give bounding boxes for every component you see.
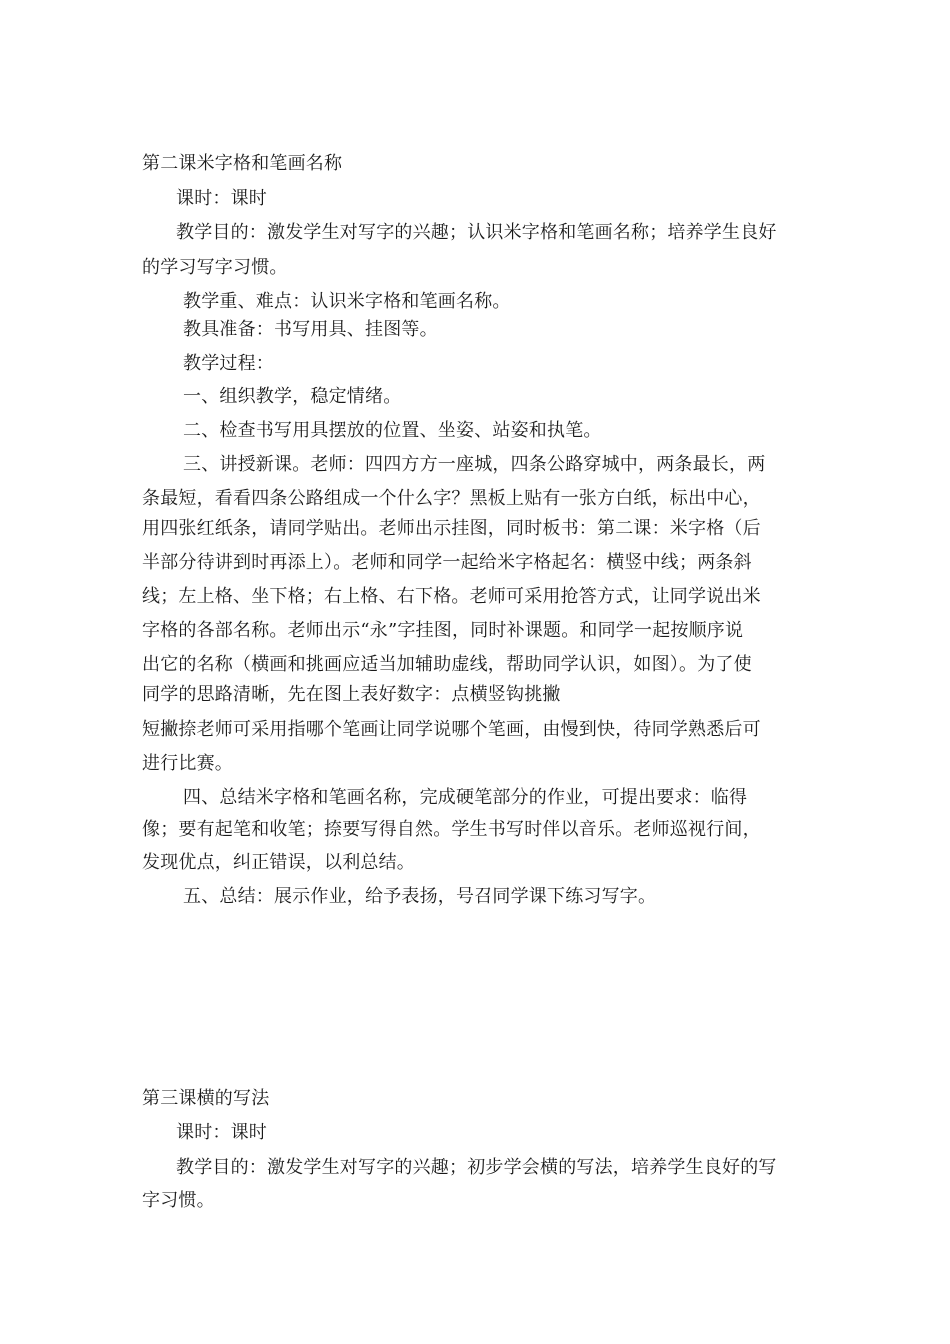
lesson-2-step-3-line-2: 条最短，看看四条公路组成一个什么字？黑板上贴有一张方白纸，标出中心， [142, 488, 761, 509]
lesson-2-tools: 教具准备：书写用具、挂图等。 [183, 319, 438, 340]
lesson-2-step-4-line-1: 四、总结米字格和笔画名称，完成硬笔部分的作业，可提出要求：临得 [183, 787, 748, 808]
lesson-2-key-points: 教学重、难点：认识米字格和笔画名称。 [183, 291, 511, 312]
lesson-2-step-3-line-6: 字格的各部名称。老师出示“永”字挂图，同时补课题。和同学一起按顺序说 [142, 620, 744, 641]
lesson-2-step-3-line-1: 三、讲授新课。老师：四四方方一座城，四条公路穿城中，两条最长，两 [183, 454, 766, 475]
lesson-2-goal-line-1: 教学目的：激发学生对写字的兴趣；认识米字格和笔画名称；培养学生良好 [176, 222, 777, 243]
lesson-3-goal-line-2: 字习惯。 [142, 1190, 215, 1211]
lesson-2-step-1: 一、组织教学，稳定情绪。 [183, 386, 402, 407]
lesson-2-step-5: 五、总结：展示作业，给予表扬，号召同学课下练习写字。 [183, 886, 657, 907]
lesson-3-title: 第三课横的写法 [142, 1088, 270, 1109]
lesson-2-step-3-line-7: 出它的名称（横画和挑画应适当加辅助虚线，帮助同学认识，如图）。为了使 [142, 654, 752, 675]
lesson-2-step-3-line-9: 短撇捺老师可采用指哪个笔画让同学说哪个笔画，由慢到快，待同学熟悉后可 [142, 719, 761, 740]
lesson-2-step-3-line-3: 用四张红纸条，请同学贴出。老师出示挂图，同时板书：第二课：米字格（后 [142, 518, 761, 539]
lesson-2-step-2: 二、检查书写用具摆放的位置、坐姿、站姿和执笔。 [183, 420, 602, 441]
lesson-2-step-4-line-3: 发现优点，纠正错误，以利总结。 [142, 852, 415, 873]
lesson-2-goal-line-2: 的学习写字习惯。 [142, 257, 288, 278]
lesson-2-step-3-line-5: 线；左上格、坐下格；右上格、右下格。老师可采用抢答方式，让同学说出米 [142, 586, 761, 607]
lesson-2-process-heading: 教学过程： [183, 353, 274, 374]
lesson-3-goal-line-1: 教学目的：激发学生对写字的兴趣；初步学会横的写法，培养学生良好的写 [176, 1157, 777, 1178]
lesson-2-step-4-line-2: 像；要有起笔和收笔；捺要写得自然。学生书写时伴以音乐。老师巡视行间， [142, 819, 761, 840]
lesson-2-step-3-line-10: 进行比赛。 [142, 753, 233, 774]
lesson-2-title: 第二课米字格和笔画名称 [142, 153, 343, 174]
lesson-2-period: 课时：课时 [176, 188, 267, 209]
lesson-2-step-3-line-4: 半部分待讲到时再添上）。老师和同学一起给米字格起名：横竖中线；两条斜 [142, 552, 752, 573]
lesson-3-period: 课时：课时 [176, 1122, 267, 1143]
lesson-2-step-3-line-8: 同学的思路清晰，先在图上表好数字：点横竖钩挑撇 [142, 684, 561, 705]
